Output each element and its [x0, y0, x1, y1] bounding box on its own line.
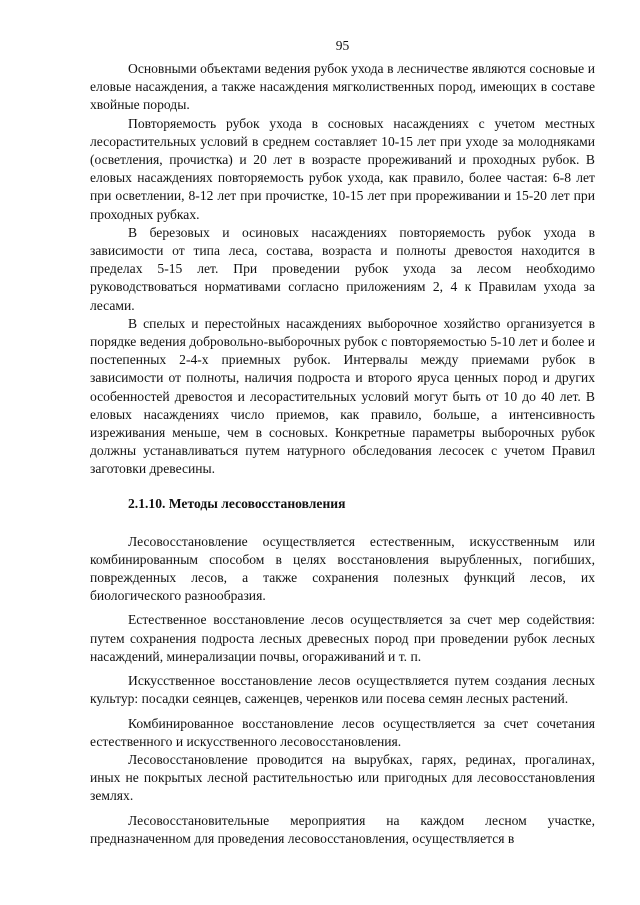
paragraph-birch-aspen-frequency: В березовых и осиновых насаждениях повторяемость рубок ухода в зависимости от типа леса, состава, возраста и полноты древостоя находится в пределах 5-15 лет. При проведении рубок ухода за лесом необходимо руководствоваться нормативами согласно приложениям 2, 4 к Правилам ухода за лесами. — [90, 224, 595, 313]
paragraph-artificial-restoration: Искусственное восстановление лесов осуществляется путем создания лесных культур: посадки сеянцев, саженцев, черенков или посева семян лесных растений. — [90, 673, 595, 707]
paragraph-natural-restoration: Естественное восстановление лесов осуществляется за счет мер содействия: путем сохранения подроста лесных древесных пород при проведении рубок лесных насаждений, минерализации почвы, огораживаний и т. п. — [90, 612, 595, 664]
paragraph-selective-felling: В спелых и перестойных насаждениях выборочное хозяйство организуется в порядке ведения добровольно-выборочных рубок с повторяемостью 5-10 лет и более и постепенных 2-4-х приемных рубок. Интервалы между приемами рубок в зависимости от полноты, наличия подроста и второго яруса ценных пород и других особенностей древостоя и лесорастительных условий могут быть от 10 до 40 лет. В еловых насаждениях число приемов, как правило, больше, а интенсивность изреживания меньше, чем в сосновых. Конкретные параметры выборочных рубок должны устанавливаться путем натурного обследования лесосек с учетом Правил заготовки древесины. — [90, 315, 595, 477]
paragraph-reforestation-methods: Лесовосстановление осуществляется естественным, искусственным или комбинированным способом в целях восстановления вырубленных, погибших, поврежденных лесов, а также сохранения полезных функций лесов, их биологического разнообразия. — [90, 533, 595, 604]
page-number: 95 — [335, 38, 350, 53]
paragraph-main-objects: Основными объектами ведения рубок ухода в лесничестве являются сосновые и еловые насаждения, а также насаждения мягколиственных пород, имеющих в составе хвойные породы. — [90, 61, 595, 113]
paragraph-pine-spruce-frequency: Повторяемость рубок ухода в сосновых насаждениях с учетом местных лесорастительных условий в среднем составляет 10-15 лет при уходе за молодняками (осветления, прочистка) и 20 лет в возрасте прореживаний и проходных рубок. В еловых насаждениях повторяемость рубок ухода, как правило, более частая: 6-8 лет при осветлении, 8-12 лет при прочистке, 10-15 лет при прореживании и 15-20 лет при проходных рубках. — [90, 115, 595, 222]
document-page — [90, 38, 595, 848]
section-heading: 2.1.10. Методы лесовосстановления — [128, 495, 346, 511]
paragraph-reforestation-sites: Лесовосстановление проводится на вырубках, гарях, рединах, прогалинах, иных не покрытых лесной растительностью или пригодных для лесовосстановления землях. — [90, 751, 595, 804]
paragraph-reforestation-measures: Лесовосстановительные мероприятия на каждом лесном участке, предназначенном для проведения лесовосстановления, осуществляется в — [90, 812, 595, 846]
paragraph-combined-restoration: Комбинированное восстановление лесов осуществляется за счет сочетания естественного и искусственного лесовосстановления. — [90, 715, 595, 749]
